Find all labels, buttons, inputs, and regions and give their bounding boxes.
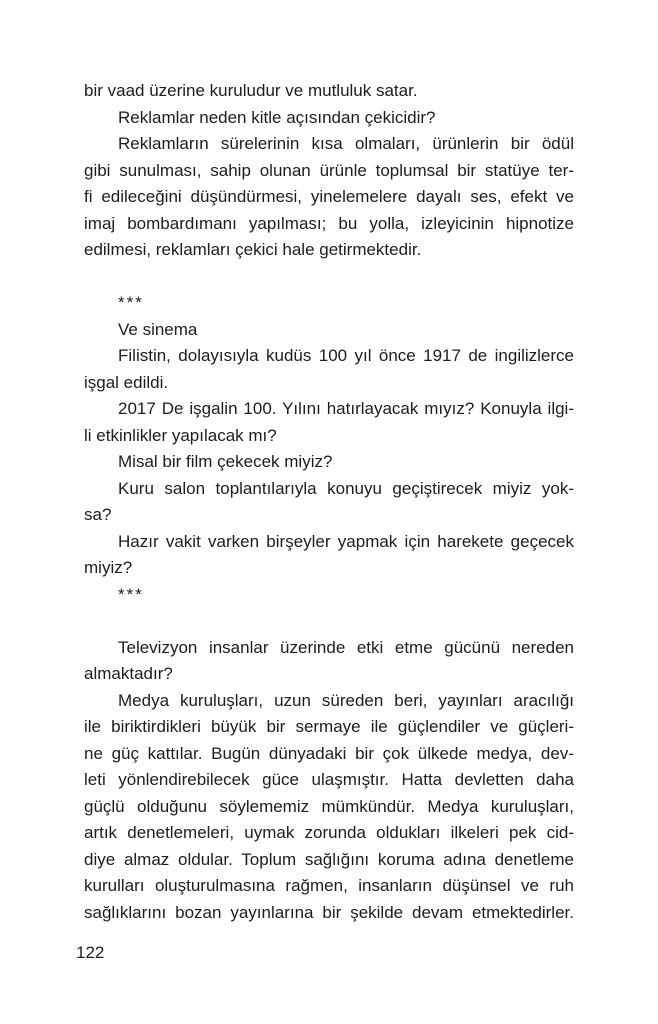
text-line: Filistin, dolayısıyla kudüs 100 yıl önce 1917 de ingilizlerce: [118, 346, 574, 365]
text-line: miyiz?: [84, 558, 133, 577]
text-line: işgal edildi.: [84, 372, 169, 392]
paragraph: [84, 396, 574, 449]
section-separator: ***: [118, 584, 144, 604]
text-line: bir vaad üzerine kuruludur ve mutluluk satar.: [84, 81, 418, 100]
text-line: li etkinlikler yapılacak mı?: [84, 425, 277, 445]
paragraph: [84, 635, 574, 688]
text-line: 2017 De işgalin 100. Yılını hatırlayacak mıyız? Konuyla ilgi-: [118, 399, 574, 418]
text-line: gibi sunulması, sahip olunan ürünle toplumsal bir statüye ter-: [84, 160, 574, 180]
paragraph: [84, 105, 574, 132]
paragraph: [84, 529, 574, 582]
text-line: Kuru salon toplantılarıyla konuyu geçiştirecek miyiz yok-: [118, 478, 574, 498]
paragraph: [84, 688, 574, 927]
text-line: güçlü olduğunu söylememiz mümkündür. Medya kuruluşları,: [84, 796, 574, 816]
text-line: fi edileceğini düşündürmesi, yinelemelere dayalı ses, efekt ve: [84, 187, 574, 206]
text-line: kurulları oluşturulmasına rağmen, insanların düşünsel ve ruh: [84, 876, 574, 895]
text-line: Televizyon insanlar üzerinde etki etme gücünü nereden: [118, 637, 574, 657]
paragraph: [84, 449, 574, 476]
text-line: Hazır vakit varken birşeyler yapmak için harekete geçecek: [118, 531, 574, 551]
text-line: Reklamların sürelerinin kısa olmaları, ürünlerin bir ödül: [118, 134, 574, 153]
text-line: leti yönlendirebilecek güce ulaşmıştır. Hatta devletten daha: [84, 770, 574, 789]
text-line: almaktadır?: [84, 664, 173, 683]
section-separator: ***: [118, 293, 144, 312]
page-number: 122: [76, 943, 105, 962]
blank-line: [84, 608, 574, 635]
text-line: artık denetlemeleri, uymak zorunda oldukları ilkeleri pek cid-: [84, 823, 574, 842]
text-line: Reklamlar neden kitle açısından çekicidir?: [118, 107, 436, 127]
text-line: Ve sinema: [118, 319, 198, 339]
blank-line: [84, 264, 574, 291]
text-line: Medya kuruluşları, uzun süreden beri, yayınları aracılığı: [118, 690, 574, 710]
text-line: sağlıklarını bozan yayınlarına bir şekilde devam etmektedirler.: [84, 902, 574, 922]
text-block: [84, 78, 574, 926]
text-line: imaj bombardımanı yapılması; bu yolla, izleyicinin hipnotize: [84, 213, 574, 233]
paragraph: [84, 476, 574, 529]
text-line: ne güç kattılar. Bugün dünyadaki bir çok ülkede medya, dev-: [84, 743, 574, 763]
text-line: ile biriktirdikleri büyük bir sermaye ile güçlendiler ve güçleri-: [84, 717, 574, 736]
paragraph: [84, 78, 574, 105]
text-line: sa?: [84, 505, 112, 524]
paragraph: [84, 131, 574, 264]
text-line: diye almaz oldular. Toplum sağlığını koruma adına denetleme: [84, 849, 574, 869]
paragraph: [84, 343, 574, 396]
paragraph: [84, 317, 574, 344]
text-line: edilmesi, reklamları çekici hale getirmektedir.: [84, 240, 422, 259]
text-line: Misal bir film çekecek miyiz?: [118, 452, 333, 471]
